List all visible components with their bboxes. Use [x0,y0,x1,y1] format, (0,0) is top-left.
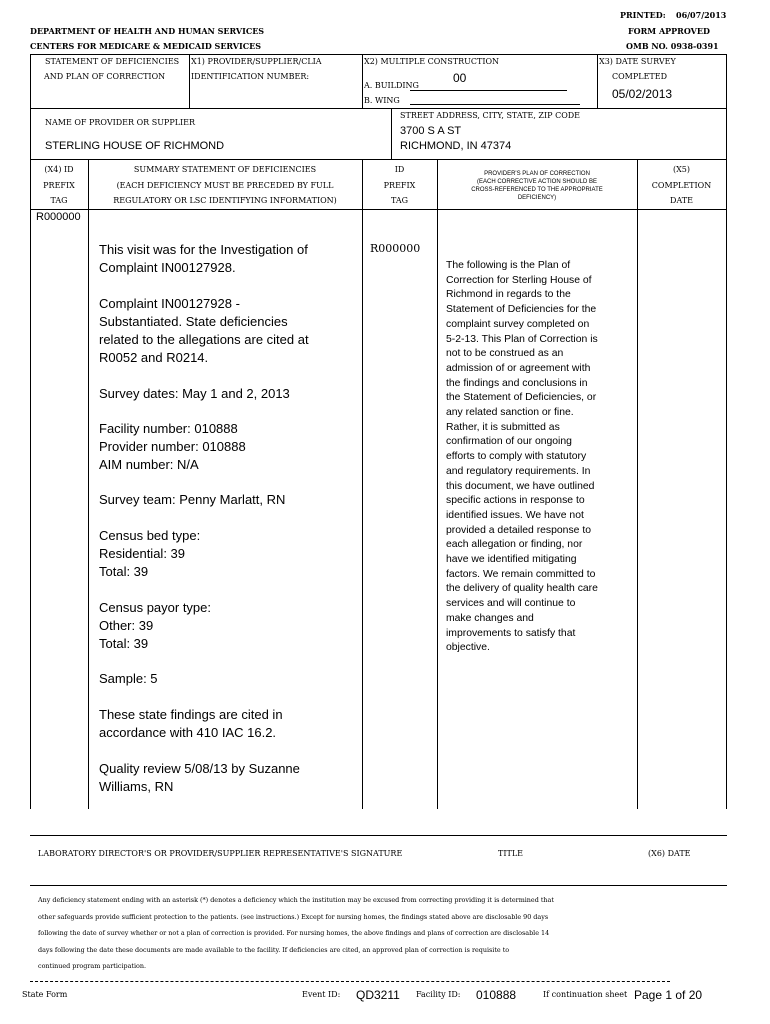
summary-header-line1: SUMMARY STATEMENT OF DEFICIENCIES [133,165,317,174]
summary-survey-team: Survey team: Penny Marlatt, RN [99,492,286,507]
facility-id-label: Facility ID: [416,990,461,999]
summary-census-payor-type: Census payor type: Other: 39 Total: 39 [99,600,212,651]
x4-header-line1: (X4) ID [44,165,74,174]
form-approved: FORM APPROVED [628,26,710,36]
x1-label-line1: X1) PROVIDER/SUPPLIER/CLIA [191,57,322,66]
provider-name-label: NAME OF PROVIDER OR SUPPLIER [45,118,196,127]
facility-id-value: 010888 [476,988,517,1002]
statement-label-line1: STATEMENT OF DEFICIENCIES [45,57,180,66]
summary-header-line2: (EACH DEFICIENCY MUST BE PRECEDED BY FULL [116,181,334,190]
address-line1: 3700 S A ST [400,125,462,137]
summary-census-bed-type: Census bed type: Residential: 39 Total: 39 [99,528,201,579]
provider-name-value: STERLING HOUSE OF RICHMOND [45,140,225,152]
summary-complaint-substantiated: Complaint IN00127928 - Substantiated. State deficiencies related to the allegations are cited at R0052 and R0214. [99,296,309,365]
x5-header-line2: COMPLETION [651,181,712,190]
id-header-line1: ID [394,165,405,174]
omb-number: OMB NO. 0938-0391 [626,41,719,51]
poc-header-line4: DEFICIENCY) [517,195,557,201]
summary-facility-numbers: Facility number: 010888 Provider number: 010888 AIM number: N/A [99,421,246,472]
summary-sample: Sample: 5 [99,671,158,686]
right-prefix-tag: R000000 [370,242,421,255]
summary-state-findings: These state findings are cited in accordance with 410 IAC 16.2. [99,707,283,740]
state-form-label: State Form [22,990,68,999]
printed-date: 06/07/2013 [676,10,727,20]
printed-label: PRINTED: [620,10,666,20]
disclaimer-text: Any deficiency statement ending with an asterisk (*) denotes a deficiency which the institution may be excused from correcting providing it is determined that other safeguards provide sufficient protection to the patients. (see instructions.) Except for nursing homes, the findings stated above are disclosable 90 days following the date of survey whether or not a plan of correction is provided. For nursing homes, the above findings and plans of correction are disclosable 14 days following the date these documents are made available to the facility. If deficiencies are cited, an approved plan of correction is requisite to continued program participation. [38,896,554,970]
x4-header-line2: PREFIX [43,181,75,190]
page-number: Page 1 of 20 [634,988,703,1002]
address-label: STREET ADDRESS, CITY, STATE, ZIP CODE [400,111,580,120]
event-id-value: QD3211 [356,988,400,1002]
id-header-line3: TAG [390,196,409,205]
summary-complaint-investigation: This visit was for the Investigation of Complaint IN00127928. [99,242,308,275]
x3-label-line1: X3) DATE SURVEY [599,57,676,66]
department-name: DEPARTMENT OF HEALTH AND HUMAN SERVICES [30,26,265,36]
plan-of-correction-text: The following is the Plan of Correction for Sterling House of Richmond in regards to the Statement of Deficiencies for the complaint survey completed on 5-2-13. This Plan of Correction is not to be construed as an admission of or agreement with the findings and conclusions in the Statement of Deficiencies, or any related sanction or fine. Rather, it is submitted as confirmation of our ongoing efforts to comply with statutory and regulatory requirements. In this document, we have outlined specific actions in response to identified issues. We have not provided a detailed response to each allegation or finding, nor have we identified mitigating factors. We remain committed to the delivery of quality health care services and will continue to make changes and improvements to satisfy that objective. [446,260,598,654]
centers-name: CENTERS FOR MEDICARE & MEDICAID SERVICES [30,41,261,51]
poc-header-line3: CROSS-REFERENCED TO THE APPROPRIATE [471,187,603,193]
x5-header-line1: (X5) [672,165,691,174]
poc-header-line2: (EACH CORRECTIVE ACTION SHOULD BE [476,179,598,185]
x1-label-line2: IDENTIFICATION NUMBER: [191,72,310,81]
x3-label-line2: COMPLETED [612,72,667,81]
wing-label: B. WING [364,96,400,105]
signature-date-label: (X6) DATE [648,849,691,858]
x2-label: X2) MULTIPLE CONSTRUCTION [364,57,500,66]
address-line2: RICHMOND, IN 47374 [400,140,512,152]
left-prefix-tag: R000000 [36,211,81,223]
summary-header-line3: REGULATORY OR LSC IDENTIFYING INFORMATION) [113,196,337,205]
id-header-line2: PREFIX [383,181,416,190]
building-label: A. BUILDING [364,81,419,90]
signature-title-label: TITLE [498,849,523,858]
signature-label: LABORATORY DIRECTOR'S OR PROVIDER/SUPPLIER REPRESENTATIVE'S SIGNATURE [38,849,403,858]
continuation-label: If continuation sheet [543,990,628,999]
summary-survey-dates: Survey dates: May 1 and 2, 2013 [99,386,290,401]
poc-header-line1: PROVIDER'S PLAN OF CORRECTION [484,171,590,177]
x4-header-line3: TAG [50,196,68,205]
event-id-label: Event ID: [302,990,341,999]
summary-quality-review: Quality review 5/08/13 by Suzanne Williams, RN [99,761,300,794]
x5-header-line3: DATE [670,196,693,205]
survey-date-value: 05/02/2013 [612,87,673,101]
x2-value: 00 [453,71,467,85]
statement-label-line2: AND PLAN OF CORRECTION [44,72,166,81]
